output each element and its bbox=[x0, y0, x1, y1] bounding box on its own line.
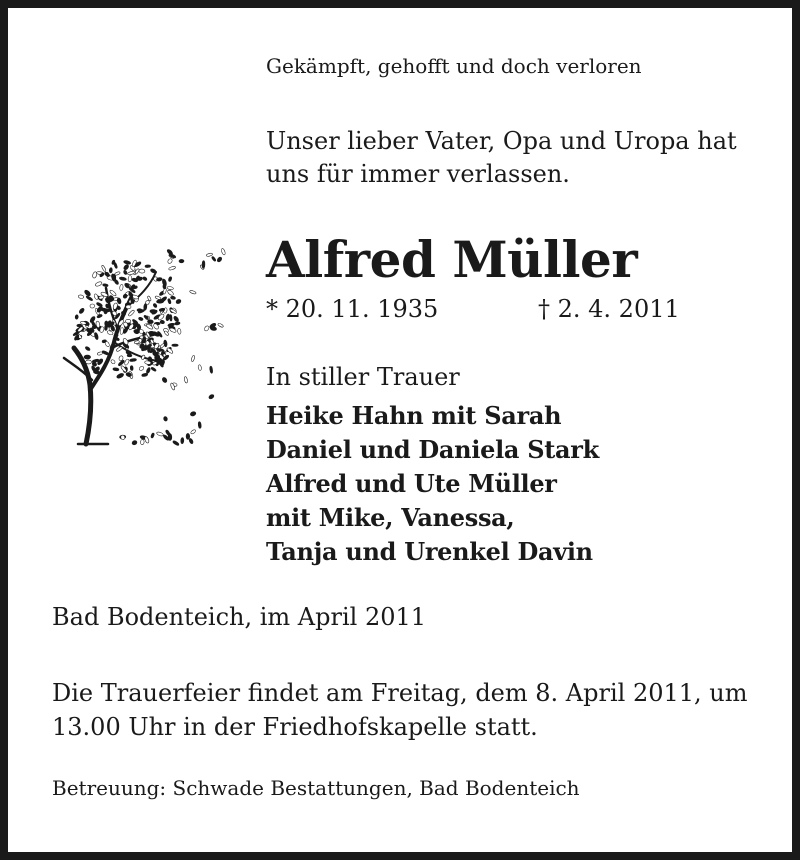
leaf-shape bbox=[123, 264, 130, 271]
leaf-shape bbox=[156, 431, 164, 436]
leaf-shape bbox=[95, 281, 103, 287]
leaf-shape bbox=[151, 367, 157, 372]
leaf-shape bbox=[119, 276, 127, 280]
leaf-shape bbox=[189, 290, 196, 295]
leaf-shape bbox=[160, 343, 165, 348]
leaf-shape bbox=[144, 436, 150, 444]
leaf-shape bbox=[143, 315, 148, 320]
leaf-shape bbox=[184, 376, 188, 383]
leaf-shape bbox=[140, 439, 144, 444]
leaf-shape bbox=[147, 320, 153, 324]
mourning-label: In stiller Trauer bbox=[266, 363, 460, 391]
leaf-shape bbox=[168, 276, 172, 281]
mourner-line: Alfred und Ute Müller bbox=[266, 469, 557, 498]
leaf-shape bbox=[206, 253, 213, 257]
leaf-shape bbox=[175, 322, 181, 326]
leaf-shape bbox=[94, 332, 99, 340]
leaf-shape bbox=[169, 327, 177, 333]
leaf-shape bbox=[142, 276, 147, 281]
leaf-shape bbox=[190, 429, 196, 435]
mourner-line: Heike Hahn mit Sarah bbox=[266, 401, 562, 430]
leaf-shape bbox=[94, 293, 99, 300]
leaf-shape bbox=[150, 309, 157, 313]
leaf-shape bbox=[186, 433, 190, 439]
leaf-shape bbox=[157, 313, 165, 321]
leaf-shape bbox=[209, 366, 213, 373]
leaf-shape bbox=[146, 367, 151, 374]
undertaker-credit: Betreuung: Schwade Bestattungen, Bad Bodenteich bbox=[52, 776, 580, 800]
leaf-shape bbox=[198, 365, 202, 371]
leaf-shape bbox=[177, 328, 181, 334]
mourner-line: Tanja und Urenkel Davin bbox=[266, 537, 593, 566]
tree-foliage bbox=[73, 248, 226, 446]
leaf-shape bbox=[96, 302, 103, 307]
leaf-shape bbox=[167, 298, 171, 304]
leaf-shape bbox=[113, 367, 119, 371]
leaf-shape bbox=[117, 298, 122, 305]
leaf-shape bbox=[160, 320, 165, 325]
leaf-shape bbox=[198, 422, 202, 429]
mourner-line: mit Mike, Vanessa, bbox=[266, 503, 515, 532]
leaf-shape bbox=[167, 258, 173, 264]
leaf-shape bbox=[221, 248, 226, 255]
leaf-shape bbox=[123, 270, 128, 275]
birth-date: * 20. 11. 1935 bbox=[266, 295, 439, 323]
intro-text bbox=[266, 125, 737, 191]
leaf-shape bbox=[101, 265, 106, 272]
leaf-shape bbox=[78, 295, 84, 299]
death-date: † 2. 4. 2011 bbox=[538, 295, 680, 323]
intro-line-2: uns für immer verlassen. bbox=[266, 160, 570, 188]
place-and-date: Bad Bodenteich, im April 2011 bbox=[52, 603, 427, 631]
leaf-shape bbox=[191, 355, 195, 362]
mourners-list bbox=[266, 399, 599, 569]
leaf-shape bbox=[168, 266, 176, 271]
leaf-shape bbox=[170, 296, 176, 300]
leaf-shape bbox=[173, 315, 180, 322]
leaf-shape bbox=[163, 416, 168, 422]
leaf-shape bbox=[102, 350, 110, 356]
leaf-shape bbox=[128, 309, 135, 316]
leaf-shape bbox=[211, 256, 216, 262]
leaf-shape bbox=[130, 366, 133, 371]
funeral-service-info bbox=[52, 676, 748, 744]
leaf-shape bbox=[216, 256, 222, 262]
leaf-shape bbox=[179, 259, 184, 263]
leaf-shape bbox=[161, 377, 167, 384]
leaf-shape bbox=[139, 366, 145, 372]
leaf-shape bbox=[163, 284, 166, 289]
leaf-shape bbox=[130, 358, 137, 362]
leaf-shape bbox=[138, 317, 143, 321]
leaf-shape bbox=[141, 355, 146, 360]
leaf-shape bbox=[123, 260, 131, 265]
mourner-line: Daniel und Daniela Stark bbox=[266, 435, 599, 464]
leaf-shape bbox=[145, 265, 151, 268]
leaf-shape bbox=[78, 307, 85, 314]
leaf-shape bbox=[84, 289, 92, 297]
leaf-shape bbox=[202, 261, 205, 269]
leaf-shape bbox=[143, 303, 147, 310]
motto: Gekämpft, gehofft und doch verloren bbox=[266, 54, 642, 78]
leaf-shape bbox=[113, 262, 117, 269]
leaf-shape bbox=[167, 289, 175, 296]
leaf-shape bbox=[116, 372, 124, 379]
leaf-shape bbox=[110, 359, 116, 364]
deceased-name: Alfred Müller bbox=[266, 230, 638, 289]
leaf-shape bbox=[104, 341, 110, 348]
leaf-shape bbox=[103, 283, 109, 286]
leaf-shape bbox=[139, 269, 145, 273]
leaf-shape bbox=[217, 323, 223, 328]
leaf-shape bbox=[181, 437, 184, 443]
leaf-shape bbox=[190, 411, 197, 417]
leaf-shape bbox=[175, 299, 181, 305]
leaf-shape bbox=[105, 321, 108, 326]
leaf-shape bbox=[204, 325, 210, 332]
leaf-shape bbox=[124, 358, 130, 365]
leaf-shape bbox=[172, 344, 178, 346]
leaf-shape bbox=[208, 394, 214, 400]
leaf-shape bbox=[91, 321, 96, 328]
leaf-shape bbox=[85, 346, 91, 351]
service-line-1: Die Trauerfeier findet am Freitag, dem 8. April 2011, um bbox=[52, 679, 748, 707]
leaf-shape bbox=[131, 440, 137, 446]
leaf-shape bbox=[125, 350, 131, 355]
intro-line-1: Unser lieber Vater, Opa und Uropa hat bbox=[266, 127, 737, 155]
leaf-shape bbox=[136, 329, 139, 334]
leaf-shape bbox=[169, 314, 172, 321]
leaf-shape bbox=[75, 315, 79, 320]
leaf-shape bbox=[97, 351, 103, 355]
service-line-2: 13.00 Uhr in der Friedhofskapelle statt. bbox=[52, 713, 538, 741]
leaf-shape bbox=[128, 275, 132, 282]
leaf-shape bbox=[172, 440, 179, 446]
leaf-shape bbox=[141, 373, 147, 377]
leaf-shape bbox=[153, 303, 158, 308]
leaf-shape bbox=[90, 304, 95, 308]
leaf-shape bbox=[109, 268, 112, 273]
leaf-shape bbox=[150, 268, 157, 274]
leaf-shape bbox=[84, 355, 91, 359]
leaf-shape bbox=[167, 286, 174, 290]
leaf-shape bbox=[126, 305, 131, 309]
windblown-tree-icon bbox=[52, 230, 232, 452]
leaf-shape bbox=[150, 433, 154, 439]
leaf-shape bbox=[86, 360, 92, 364]
leaf-shape bbox=[92, 271, 98, 278]
leaf-shape bbox=[119, 284, 123, 290]
